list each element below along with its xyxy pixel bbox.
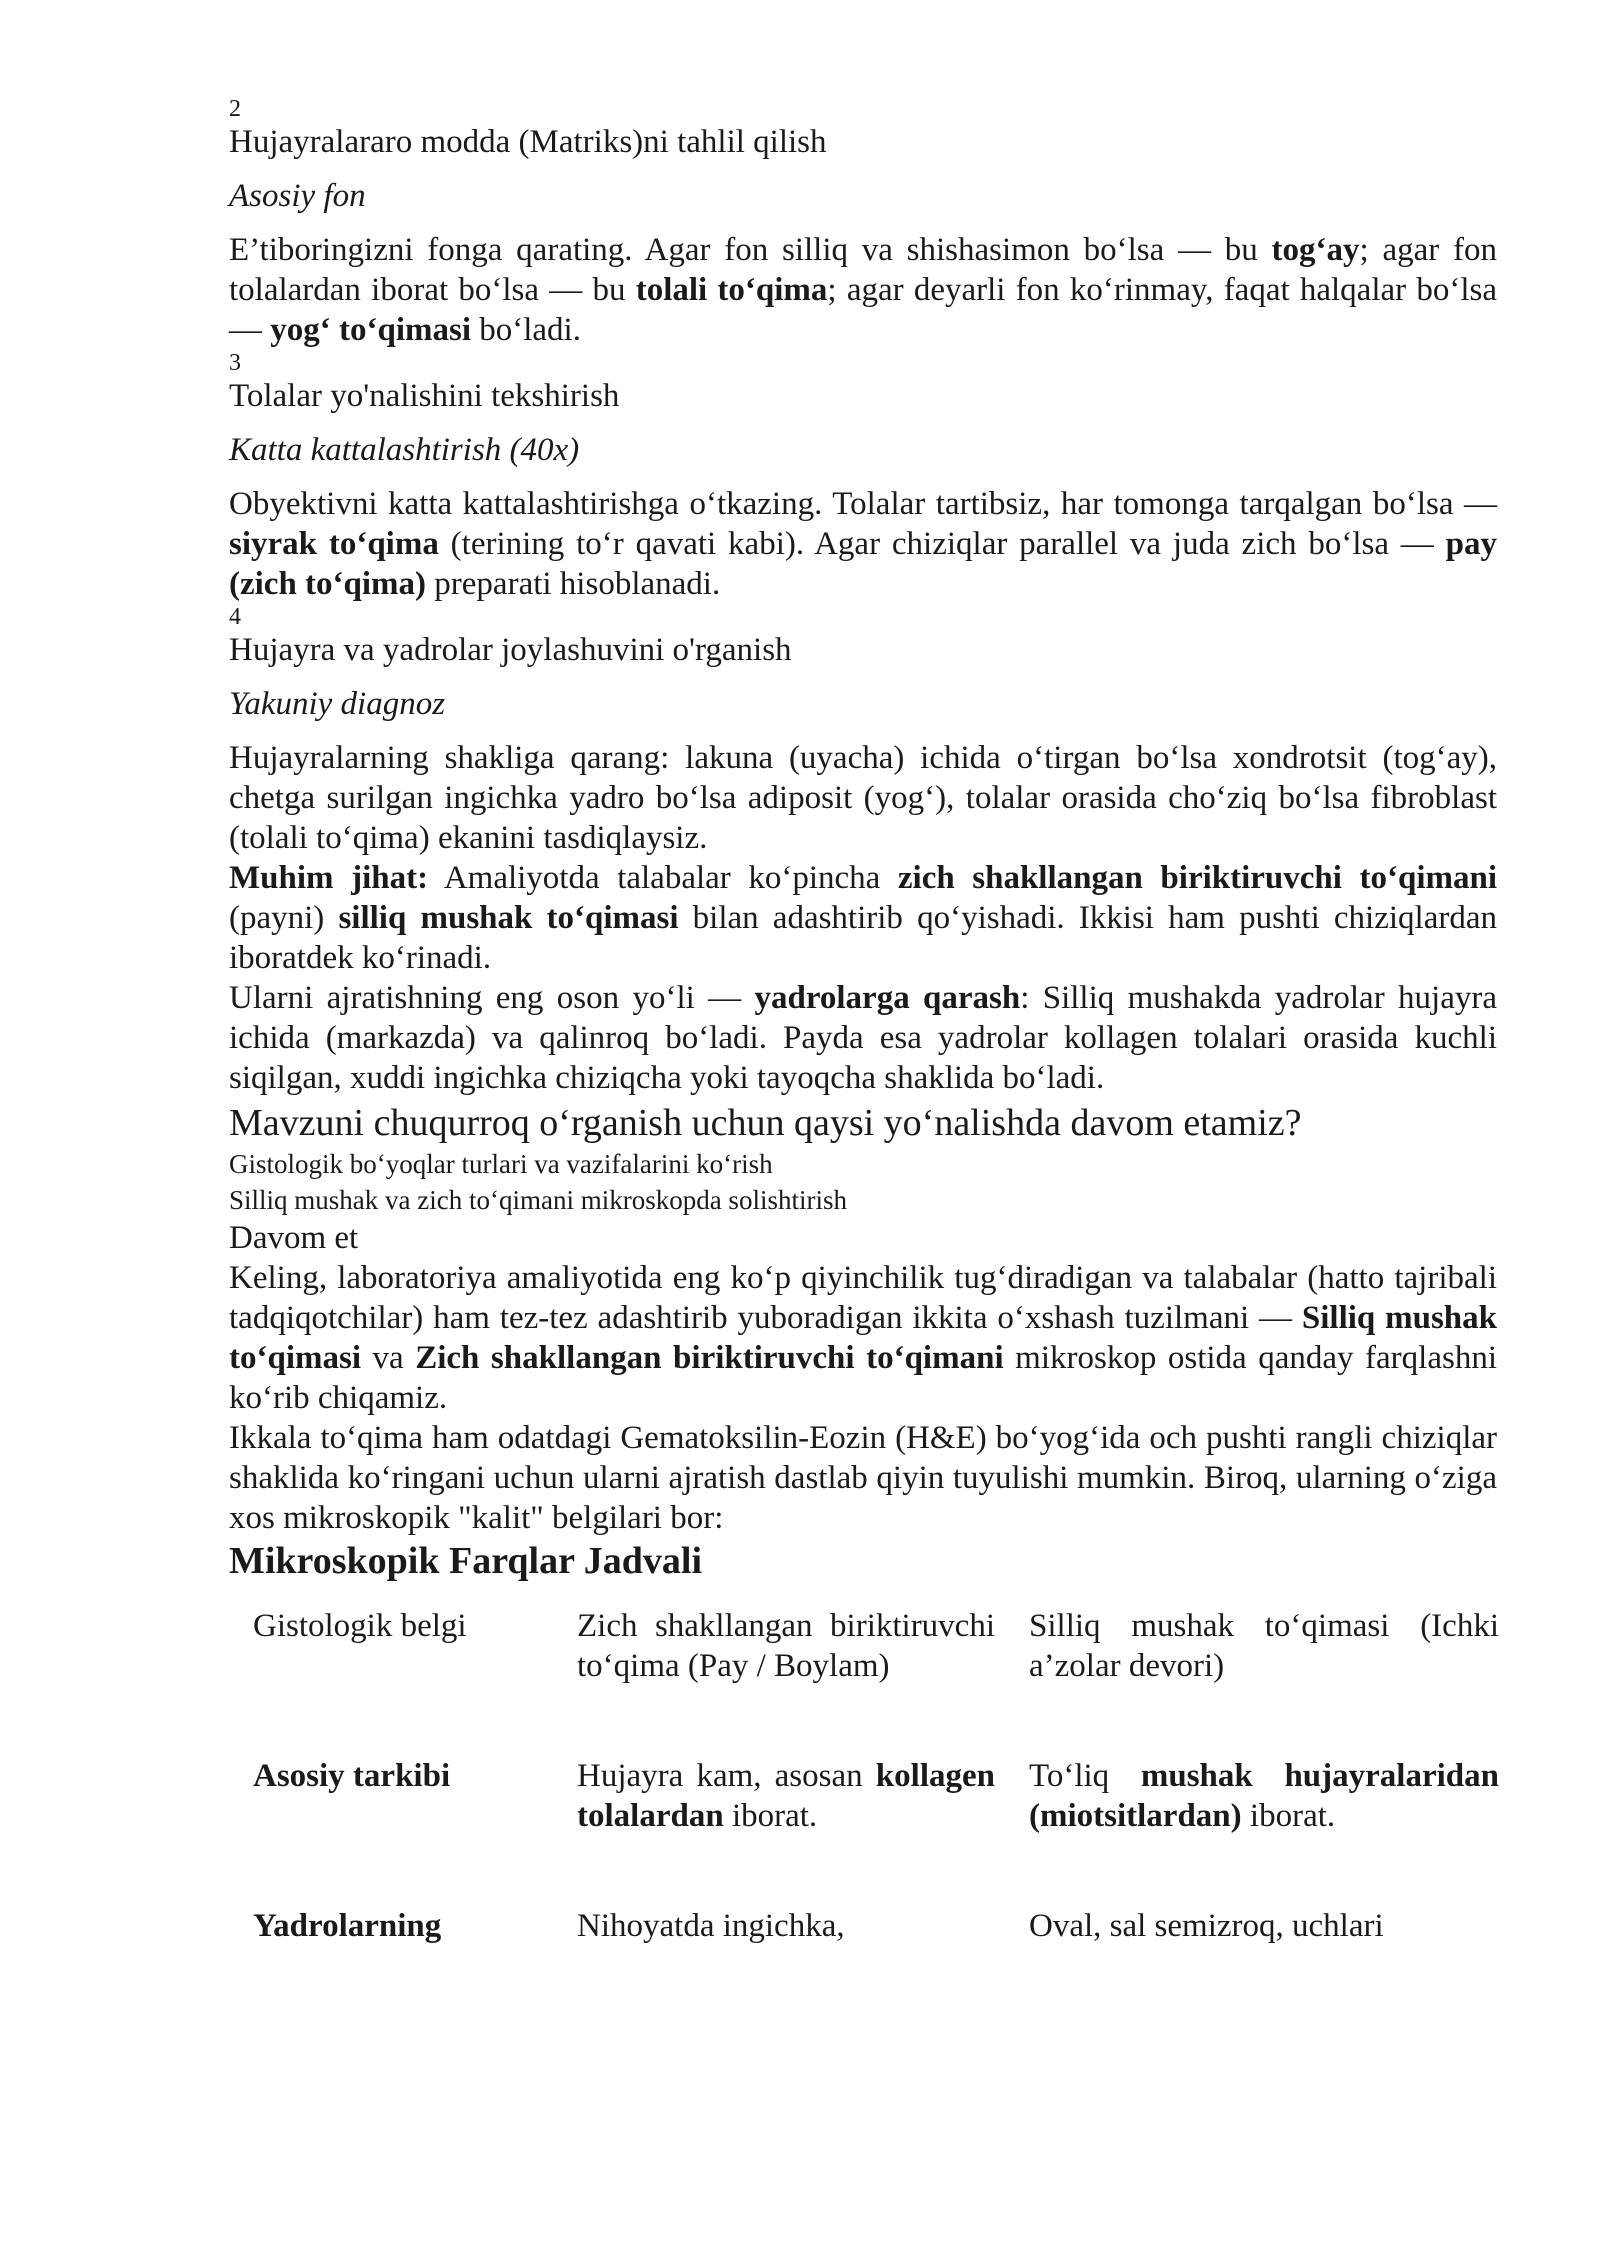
step-title: Hujayra va yadrolar joylashuvini o'rganish	[229, 632, 792, 668]
step-title: Tolalar yo'nalishini tekshirish	[229, 378, 620, 414]
continue-link[interactable]: Davom et	[229, 1220, 359, 1256]
tip-paragraph: Ularni ajratishning eng oson yo‘li — yadrolarga qarash: Silliq mushakda yadrolar hujayra ichida (markazda) va qalinroq bo‘ladi. Payda esa yadrolar kollagen tolalari orasida kuchli siqilgan, xuddi ingichka chiziqcha yoki tayoqcha shaklida bo‘ladi.	[229, 980, 1497, 1096]
table-cell: Nihoyatda ingichka,	[577, 1908, 845, 1944]
step-number: 4	[229, 604, 241, 630]
table-header-cell: Silliq mushak to‘qimasi (Ichki a’zolar devori)	[1029, 1608, 1499, 1684]
document-page	[229, 96, 1497, 2016]
step-paragraph: E’tiboringizni fonga qarating. Agar fon silliq va shishasimon bo‘lsa — bu tog‘ay; agar fon tolalardan iborat bo‘lsa — bu tolali to‘qima; agar deyarli fon ko‘rinmay, faqat halqalar bo‘lsa — yog‘ to‘qimasi bo‘ladi.	[229, 232, 1498, 348]
step-subtitle: Katta kattalashtirish (40x)	[229, 432, 580, 468]
important-note: Muhim jihat: Amaliyotda talabalar ko‘pincha zich shakllangan biriktiruvchi to‘qimani (payni) silliq mushak to‘qimasi bilan adashtirib qo‘yishadi. Ikkisi ham pushti chiziqlardan iboratdek ko‘rinadi.	[229, 860, 1498, 976]
table-header-cell: Gistologik belgi	[253, 1608, 467, 1644]
intro-paragraph: Keling, laboratoriya amaliyotida eng ko‘p qiyinchilik tug‘diradigan va talabalar (hatto tajribali tadqiqotchilar) ham tez-tez adashtirib yuboradigan ikkita o‘xshash tuzilmani — Silliq mushak to‘qimasi va Zich shakllangan biriktiruvchi to‘qimani mikroskop ostida qanday farqlashni ko‘rib chiqamiz.	[229, 1260, 1497, 1416]
row-label: Yadrolarning	[253, 1908, 442, 1944]
step-paragraph: Obyektivni katta kattalashtirishga o‘tkazing. Tolalar tartibsiz, har tomonga tarqalgan bo‘lsa — siyrak to‘qima (terining to‘r qavati kabi). Agar chiziqlar parallel va juda zich bo‘lsa — pay (zich to‘qima) preparati hisoblanadi.	[229, 486, 1497, 602]
table-cell: Hujayra kam, asosan kollagen tolalardan iborat.	[577, 1758, 995, 1834]
intro-paragraph: Ikkala to‘qima ham odatdagi Gematoksilin-Eozin (H&E) bo‘yog‘ida och pushti rangli chiziqlar shaklida ko‘ringani uchun ularni ajratish dastlab qiyin tuyulishi mumkin. Biroq, ularning o‘ziga xos mikroskopik "kalit" belgilari bor:	[229, 1420, 1497, 1536]
step-subtitle: Asosiy fon	[229, 178, 366, 214]
followup-option[interactable]: Gistologik bo‘yoqlar turlari va vazifalarini ko‘rish	[229, 1149, 773, 1179]
step-number: 2	[229, 96, 241, 122]
table-row	[229, 1756, 1509, 1906]
table-cell: Oval, sal semizroq, uchlari	[1029, 1908, 1384, 1944]
followup-option[interactable]: Silliq mushak va zich to‘qimani mikroskopda solishtirish	[229, 1185, 847, 1215]
step-number: 3	[229, 350, 241, 376]
row-label: Asosiy tarkibi	[253, 1758, 451, 1794]
table-title: Mikroskopik Farqlar Jadvali	[229, 1540, 702, 1582]
comparison-table	[229, 1606, 1509, 2016]
table-cell: To‘liq mushak hujayralaridan (miotsitlardan) iborat.	[1029, 1758, 1499, 1834]
step-paragraph: Hujayralarning shakliga qarang: lakuna (uyacha) ichida o‘tirgan bo‘lsa xondrotsit (tog‘ay), chetga surilgan ingichka yadro bo‘lsa adiposit (yog‘), tolalar orasida cho‘ziq bo‘lsa fibroblast (tolali to‘qima) ekanini tasdiqlaysiz.	[229, 740, 1497, 856]
table-header-row	[229, 1606, 1509, 1756]
table-header-cell: Zich shakllangan biriktiruvchi to‘qima (Pay / Boylam)	[577, 1608, 995, 1684]
followup-question: Mavzuni chuqurroq o‘rganish uchun qaysi yo‘nalishda davom etamiz?	[229, 1102, 1302, 1144]
table-row	[229, 1906, 1509, 2016]
step-subtitle: Yakuniy diagnoz	[229, 686, 446, 722]
step-title: Hujayralararo modda (Matriks)ni tahlil qilish	[229, 124, 827, 160]
